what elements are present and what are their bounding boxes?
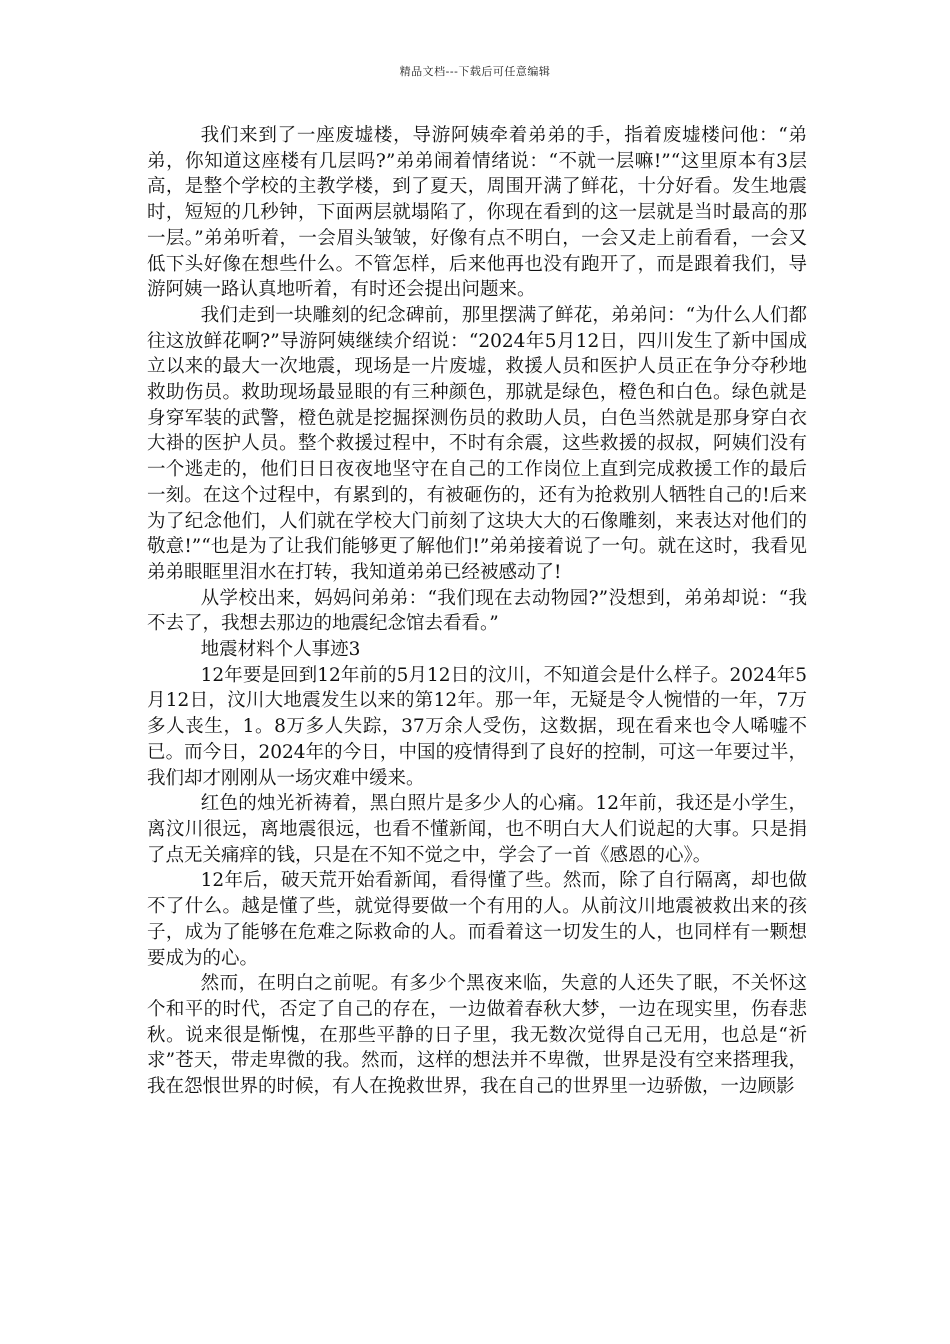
page-header: 精品文档---下载后可任意编辑: [399, 65, 551, 78]
paragraph-memorial: 我们走到一块雕刻的纪念碑前，那里摆满了鲜花，弟弟问：“为什么人们都往这放鲜花啊?”导游阿姨继续介绍说：“2024年5月12日，四川发生了新中国成立以来的最大一次地震，现场是一片废墟，救援人员和医护人员正在争分夺秒地救助伤员。救助现场最显眼的有三种颜色，那就是绿色，橙色和白色。绿色就是身穿军装的武警，橙色就是挖掘探测伤员的救助人员，白色当然就是那身穿白衣大褂的医护人员。整个救援过程中，不时有余震，这些救援的叔叔，阿姨们没有一个逃走的，他们日日夜夜地坚守在自己的工作岗位上直到完成救援工作的最后一刻。在这个过程中，有累到的，有被砸伤的，还有为抢救别人牺牲自己的!后来为了纪念他们，人们就在学校大门前刻了这块大大的石像雕刻，来表达对他们的敬意!”“也是为了让我们能够更了解他们!”弟弟接着说了一句。就在这时，我看见弟弟眼眶里泪水在打转，我知道弟弟已经被感动了!: [147, 304, 807, 583]
paragraph-ruins-building: 我们来到了一座废墟楼，导游阿姨牵着弟弟的手，指着废墟楼问他：“弟弟，你知道这座楼有几层吗?”弟弟闹着情绪说：“不就一层嘛!”“这里原本有3层高，是整个学校的主教学楼，到了夏天，周围开满了鲜花，十分好看。发生地震时，短短的几秒钟，下面两层就塌陷了，你现在看到的这一层就是当时最高的那一层。”弟弟听着，一会眉头皱皱，好像有点不明白，一会又走上前看看，一会又低下头好像在想些什么。不管怎样，后来他再也没有跑开了，而是跟着我们，导游阿姨一路认真地听着，有时还会提出问题来。: [147, 125, 807, 301]
paragraph-leaving-school: 从学校出来，妈妈问弟弟：“我们现在去动物园?”没想到，弟弟却说：“我不去了，我想去那边的地震纪念馆去看看。”: [147, 587, 807, 635]
paragraph-12-years: 12年要是回到12年前的5月12日的汶川，不知道会是什么样子。2024年5月12日，汶川大地震发生以来的第12年。那一年，无疑是令人惋惜的一年，7万多人丧生，1。8万多人失踪，37万余人受伤，这数据，现在看来也令人唏嘘不已。而今日，2024年的今日，中国的疫情得到了良好的控制，可这一年要过半，我们却才刚刚从一场灾难中缓来。: [147, 664, 807, 789]
paragraph-however: 然而，在明白之前呢。有多少个黑夜来临，失意的人还失了眠，不关怀这个和平的时代，否定了自己的存在，一边做着春秋大梦，一边在现实里，伤春悲秋。说来很是惭愧，在那些平静的日子里，我无数次觉得自己无用，也总是“祈求”苍天，带走卑微的我。然而，这样的想法并不卑微，世界是没有空来搭理我，我在怨恨世界的时候，有人在挽救世界，我在自己的世界里一边骄傲，一边顾影: [147, 973, 807, 1098]
paragraph-candlelight: 红色的烛光祈祷着，黑白照片是多少人的心痛。12年前，我还是小学生，离汶川很远，离地震很远，也看不懂新闻，也不明白大人们说起的大事。只是捐了点无关痛痒的钱，只是在不知不觉之中，学会了一首《感恩的心》。: [147, 793, 807, 866]
paragraph-12-years-later: 12年后，破天荒开始看新闻，看得懂了些。然而，除了自行隔离，却也做不了什么。越是懂了些，就觉得要做一个有用的人。从前汶川地震被救出来的孩子，成为了能够在危难之际救命的人。而看着这一切发生的人，也同样有一颗想要成为的心。: [147, 870, 807, 969]
document-body: [147, 123, 807, 1100]
section-heading: 地震材料个人事迹3: [200, 639, 361, 661]
